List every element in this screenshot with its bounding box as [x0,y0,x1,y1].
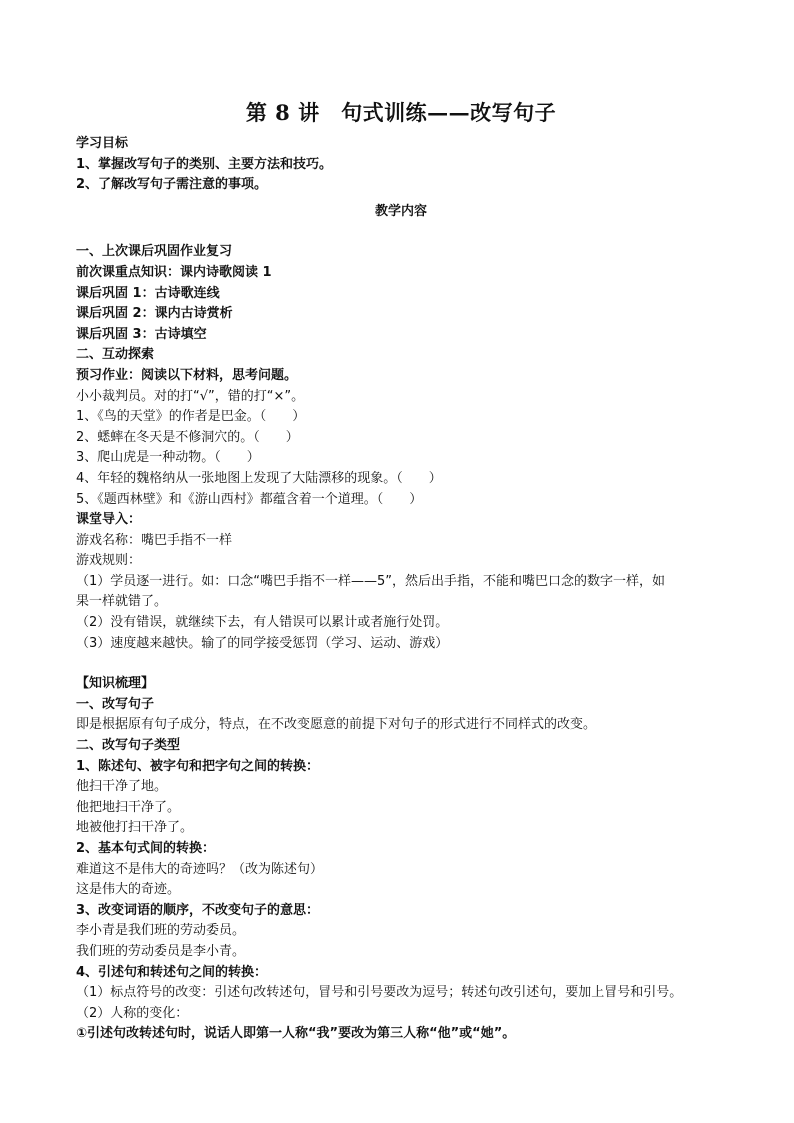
example-line: 难道这不是伟大的奇迹吗？（改为陈述句） [76,861,324,877]
game-rule: （3）速度越来越快。输了的同学接受惩罚（学习、运动、游戏） [76,635,449,651]
knowledge-heading: 【知识梳理】 [76,676,155,692]
rule-line: ①引述句改转述句时，说话人即第一人称“我”要改为第三人称“他”或“她”。 [76,1026,516,1042]
quiz-question: 3、爬山虎是一种动物。（ ） [76,450,260,466]
preview-line: 预习作业：阅读以下材料，思考问题。 [76,367,298,383]
review-line: 课后巩固 2：课内古诗赏析 [76,306,233,322]
game-name: 游戏名称：嘴巴手指不一样 [76,532,233,548]
review-heading: 一、上次课后巩固作业复习 [76,244,233,260]
review-line: 前次课重点知识：课内诗歌阅读 1 [76,264,272,280]
quiz-question: 5、《题西林壁》和《游山西村》都蕴含着一个道理。（ ） [76,491,423,507]
document-page [76,98,726,1045]
type-heading: 4、引述句和转述句之间的转换： [76,964,268,980]
example-line: 地被他打扫干净了。 [76,820,194,836]
lead-in-heading: 课堂导入： [76,512,142,528]
example-line: （1）标点符号的改变：引述句改转述句，冒号和引号要改为逗号；转述句改引述句，要加上冒号和引号。 [76,985,683,1001]
example-line: （2）人称的变化： [76,1005,189,1021]
game-rule: （2）没有错误，就继续下去，有人错误可以累计或者施行处罚。 [76,615,449,631]
teaching-content-heading: 教学内容 [374,203,427,219]
example-line: 这是伟大的奇迹。 [76,882,181,898]
quiz-question: 4、年轻的魏格纳从一张地图上发现了大陆漂移的现象。（ ） [76,470,442,486]
type-heading: 1、陈述句、被字句和把字句之间的转换： [76,758,320,774]
example-line: 李小青是我们班的劳动委员。 [76,923,246,939]
type-heading: 2、基本句式间的转换： [76,841,216,856]
objectives-heading: 学习目标 [76,136,129,151]
definition-text: 即是根据原有句子成分，特点，在不改变愿意的前提下对句子的形式进行不同样式的改变。 [76,717,597,733]
example-line: 我们班的劳动委员是李小青。 [76,943,246,959]
objective-item: 2、了解改写句子需注意的事项。 [76,177,268,193]
game-rules-label: 游戏规则： [76,553,142,569]
example-line: 他扫干净了地。 [76,779,168,795]
quiz-question: 2、蟋蟀在冬天是不修洞穴的。（ ） [76,429,299,445]
page-title: 第 8 讲 句式训练——改写句子 [245,100,557,125]
review-line: 课后巩固 1：古诗歌连线 [76,285,220,301]
review-line: 课后巩固 3：古诗填空 [76,326,207,342]
game-rule: （1）学员逐一进行。如：口念“嘴巴手指不一样——5”，然后出手指，不能和嘴巴口念的数字一样，如 [76,573,666,589]
type-heading: 3、改变词语的顺序，不改变句子的意思： [76,902,320,918]
section-heading: 二、改写句子类型 [76,738,181,754]
objective-item: 1、掌握改写句子的类别、主要方法和技巧。 [76,156,333,172]
game-rule-cont: 果一样就错了。 [76,594,168,610]
section-heading: 一、改写句子 [76,696,155,712]
quiz-question: 1、《鸟的天堂》的作者是巴金。（ ） [76,409,306,425]
example-line: 他把地扫干净了。 [76,799,181,815]
explore-heading: 二、互动探索 [76,347,155,363]
quiz-intro: 小小裁判员。对的打“√”，错的打“×”。 [76,388,305,404]
